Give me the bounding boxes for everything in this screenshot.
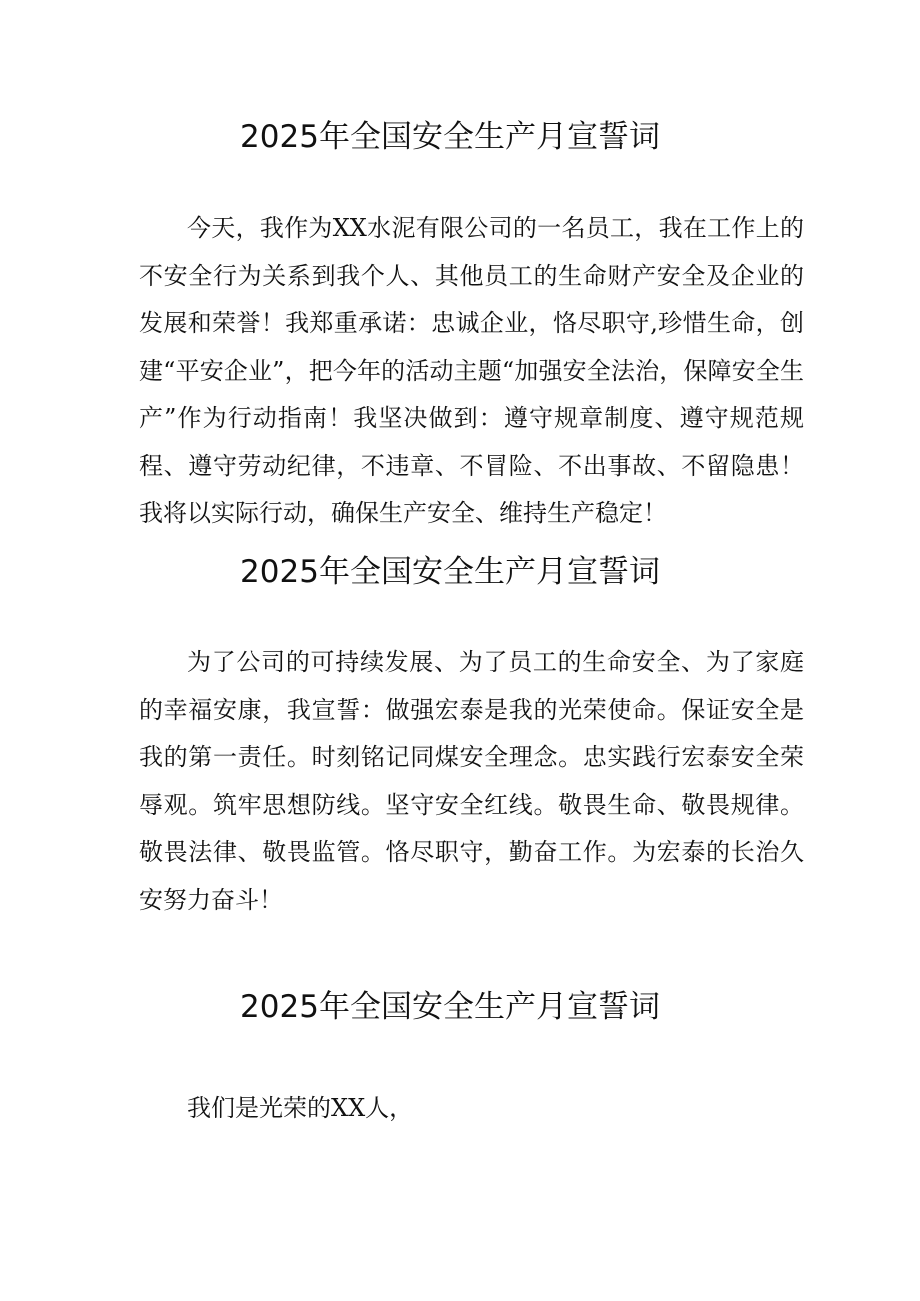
section-body: 今天，我作为XX水泥有限公司的一名员工，我在工作上的不安全行为关系到我个人、其他员工的生命财产安全及企业的发展和荣誉！我郑重承诺：忠诚企业，恪尽职守,珍惜生命，创建“平安企业”，把今年的活动主题“加强安全法治，保障安全生产”作为行动指南！我坚决做到：遵守规章制度、遵守规范规程、遵守劳动纪律，不违章、不冒险、不出事故、不留隐患！我将以实际行动，确保生产安全、维持生产稳定！ bbox=[139, 214, 804, 527]
section-title: 2025年全国安全生产月宣誓词 bbox=[240, 989, 660, 1025]
section-title: 2025年全国安全生产月宣誓词 bbox=[240, 554, 660, 590]
section-title: 2025年全国安全生产月宣誓词 bbox=[240, 119, 660, 155]
section-body: 我们是光荣的XX人， bbox=[187, 1094, 414, 1122]
section-body: 为了公司的可持续发展、为了员工的生命安全、为了家庭的幸福安康，我宣誓：做强宏泰是我的光荣使命。保证安全是我的第一责任。时刻铭记同煤安全理念。忠实践行宏泰安全荣辱观。筑牢思想防线。坚守安全红线。敬畏生命、敬畏规律。敬畏法律、敬畏监管。恪尽职守，勤奋工作。为宏泰的长治久安努力奋斗！ bbox=[139, 648, 804, 914]
